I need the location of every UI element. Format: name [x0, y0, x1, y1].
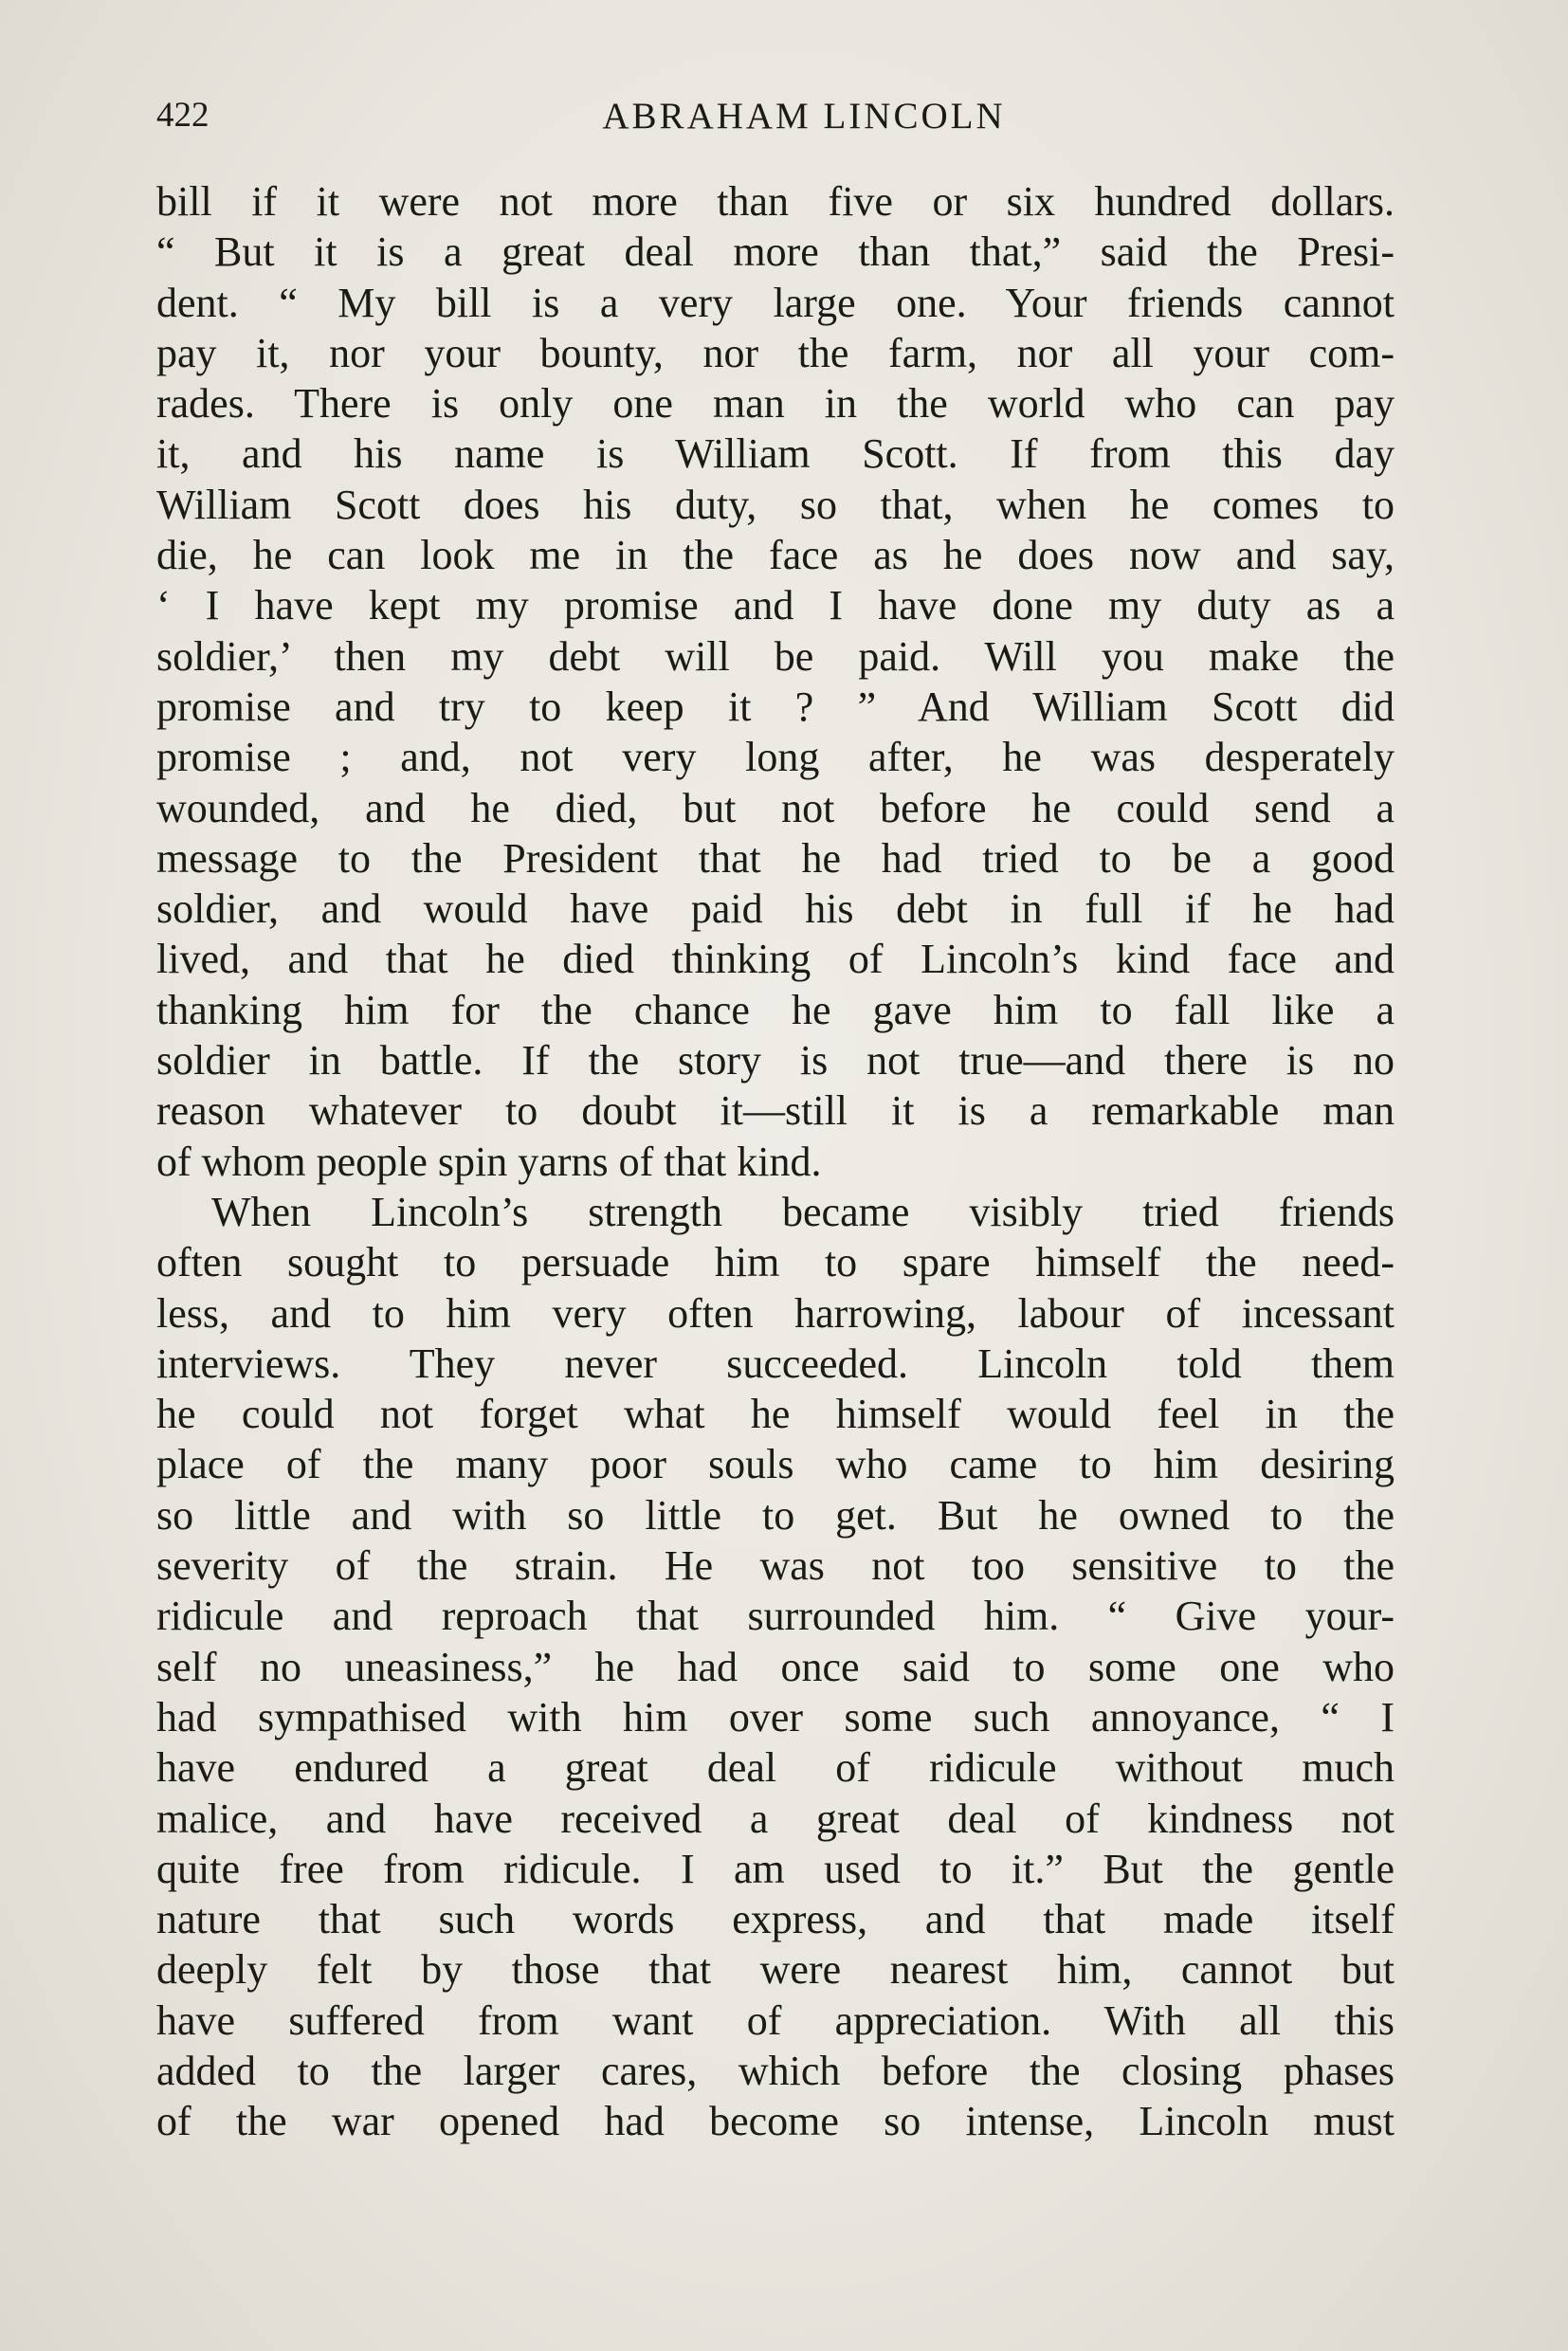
text-line: reason whatever to doubt it—still it is a remarkable man [156, 1087, 1395, 1135]
text-line: quite free from ridicule. I am used to it.” But the gentle [156, 1845, 1395, 1892]
text-line: deeply felt by those that were nearest him, cannot but [156, 1946, 1395, 1994]
text-line: bill if it were not more than five or six hundred dollars. [156, 178, 1395, 225]
paragraph [156, 1187, 1395, 2147]
text-line: message to the President that he had tried to be a good [156, 834, 1395, 882]
text-line: have suffered from want of appreciation. With all this [156, 1996, 1395, 2044]
text-line: self no uneasiness,” he had once said to some one who [156, 1643, 1395, 1690]
text-line: he could not forget what he himself would feel in the [156, 1391, 1395, 1438]
text-line: added to the larger cares, which before the closing phases [156, 2047, 1395, 2094]
text-line: thanking him for the chance he gave him to fall like a [156, 986, 1395, 1033]
text-line: so little and with so little to get. But he owned to the [156, 1491, 1395, 1539]
text-line: place of the many poor souls who came to him desiring [156, 1441, 1395, 1488]
running-head-title: ABRAHAM LINCOLN [602, 96, 1006, 137]
text-line: soldier, and would have paid his debt in full if he had [156, 885, 1395, 933]
text-line: severity of the strain. He was not too sensitive to the [156, 1542, 1395, 1590]
text-line: When Lincoln’s strength became visibly tried friends [211, 1188, 1395, 1235]
body-text [156, 176, 1395, 2147]
text-line: interviews. They never succeeded. Lincoln told them [156, 1340, 1395, 1387]
text-line: of whom people spin yarns of that kind. [156, 1138, 822, 1185]
text-line: William Scott does his duty, so that, when he comes to [156, 481, 1395, 528]
text-line: had sympathised with him over some such annoyance, “ I [156, 1693, 1395, 1740]
text-line: less, and to him very often harrowing, labour of incessant [156, 1289, 1395, 1337]
text-line: nature that such words express, and that made itself [156, 1896, 1395, 1943]
text-line: lived, and that he died thinking of Lincoln’s kind face and [156, 936, 1395, 983]
text-line: “ But it is a great deal more than that,” said the Presi- [156, 228, 1395, 276]
text-line: rades. There is only one man in the world who can pay [156, 380, 1395, 428]
text-line: ridicule and reproach that surrounded him. “ Give your- [156, 1593, 1395, 1640]
text-line: it, and his name is William Scott. If from this day [156, 430, 1395, 478]
text-line: often sought to persuade him to spare himself the need- [156, 1239, 1395, 1286]
page-number: 422 [156, 96, 210, 135]
text-line: promise ; and, not very long after, he was desperately [156, 734, 1395, 781]
text-line: promise and try to keep it ? ” And William Scott did [156, 683, 1395, 730]
paragraph [156, 176, 1395, 1187]
text-line: malice, and have received a great deal of kindness not [156, 1795, 1395, 1842]
running-head [156, 82, 1395, 157]
text-line: wounded, and he died, but not before he could send a [156, 784, 1395, 831]
text-line: pay it, nor your bounty, nor the farm, nor all your com- [156, 329, 1395, 376]
text-block [156, 82, 1395, 2147]
text-line: soldier in battle. If the story is not true—and there is no [156, 1037, 1395, 1084]
text-line: die, he can look me in the face as he does now and say, [156, 532, 1395, 579]
text-line: ‘ I have kept my promise and I have done my duty as a [156, 582, 1395, 629]
text-line: soldier,’ then my debt will be paid. Will you make the [156, 632, 1395, 680]
text-line: of the war opened had become so intense, Lincoln must [156, 2098, 1395, 2145]
text-line: dent. “ My bill is a very large one. Your friends cannot [156, 279, 1395, 326]
text-line: have endured a great deal of ridicule without much [156, 1744, 1395, 1792]
